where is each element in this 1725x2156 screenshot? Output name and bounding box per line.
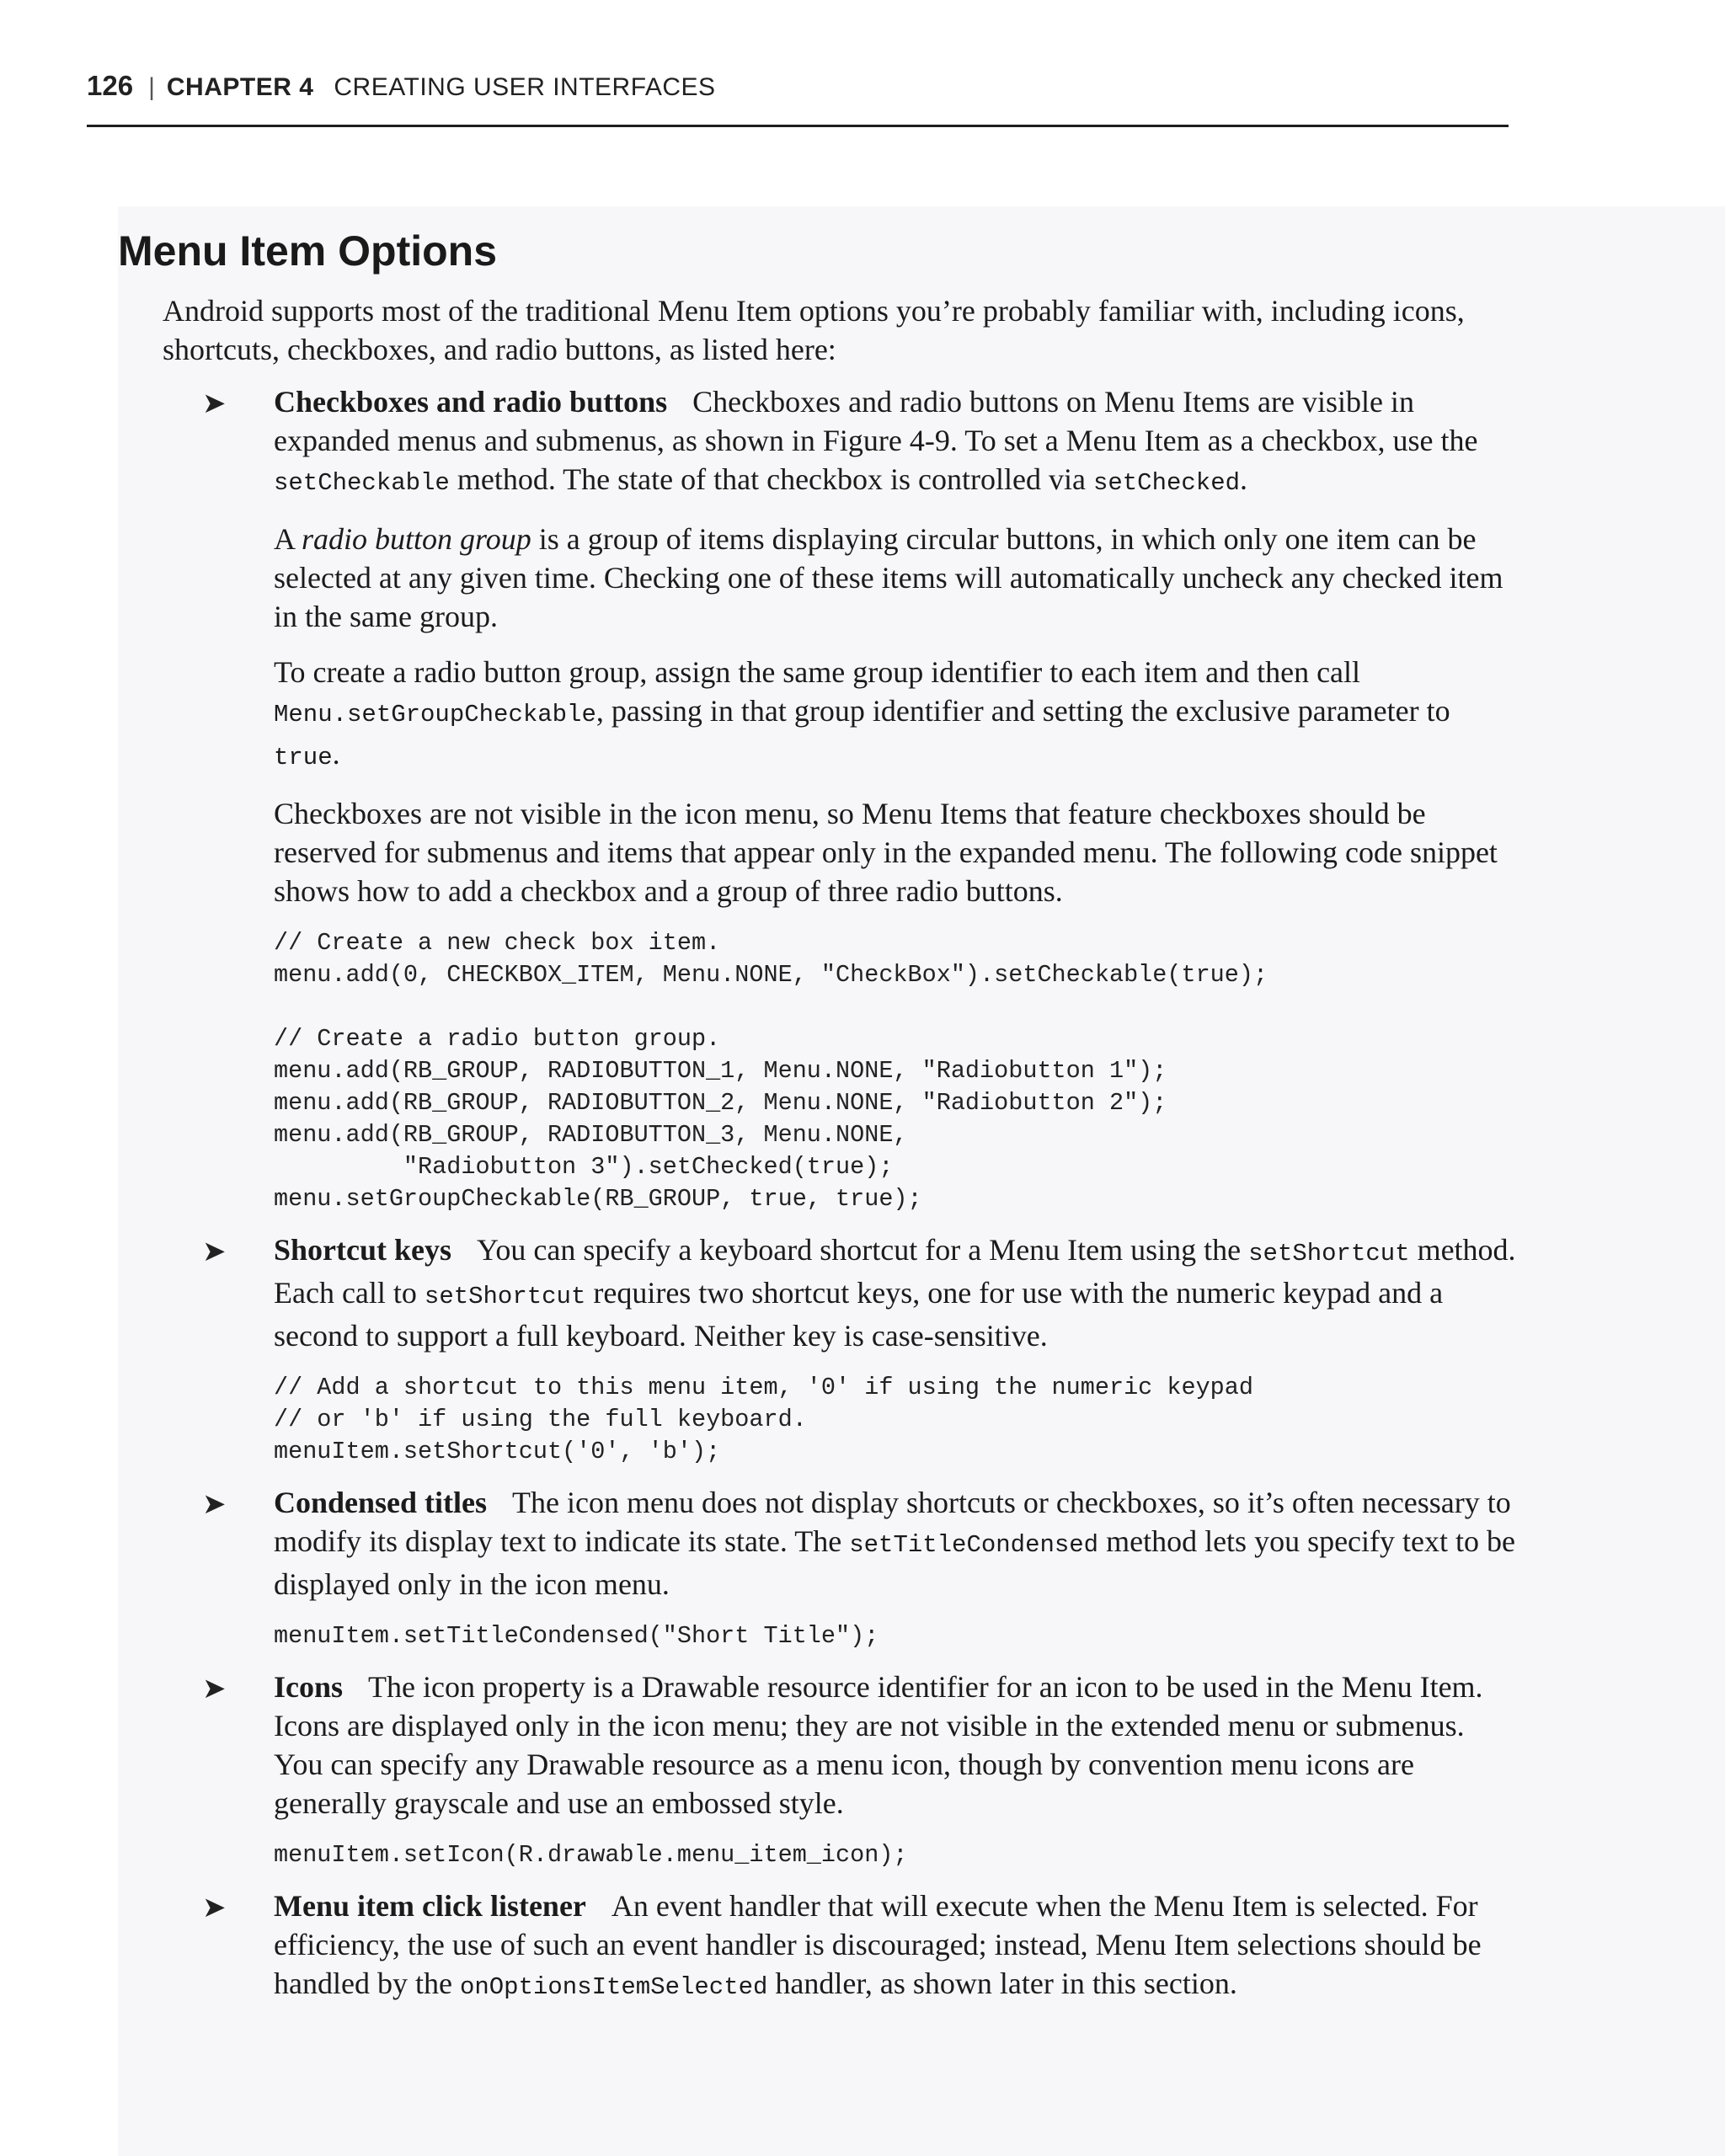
item-lead: Checkboxes and radio buttons (274, 385, 668, 419)
text: , passing in that group identifier and setting the exclusive parameter to (595, 694, 1450, 728)
option-list (118, 382, 1516, 2007)
section-title: Menu Item Options (118, 227, 497, 275)
chapter-label: CHAPTER 4 (166, 73, 314, 101)
page-number: 126 (87, 70, 134, 101)
paragraph (274, 520, 1516, 636)
code-block: menuItem.setIcon(R.drawable.menu_item_icon); (274, 1841, 908, 1869)
item-lead: Condensed titles (274, 1486, 488, 1519)
inline-code: setShortcut (424, 1283, 586, 1310)
inline-code: setTitleCondensed (849, 1531, 1099, 1559)
bullet-arrow-icon: ➤ (202, 1235, 227, 1268)
list-item-click-listener (118, 1886, 1516, 2007)
text: To create a radio button group, assign the same group identifier to each item and then call (274, 655, 1361, 689)
paragraph (274, 1668, 1516, 1822)
header-separator: | (148, 73, 155, 101)
bullet-arrow-icon: ➤ (202, 1672, 227, 1705)
code-block: // Add a shortcut to this menu item, '0' if using the numeric keypad // or 'b' if using the full keyboard. menuItem.setShortcut('0', 'b'); (274, 1374, 1253, 1465)
list-item-checkboxes (118, 382, 1516, 1215)
inline-code: setShortcut (1248, 1240, 1410, 1267)
text: handler, as shown later in this section. (767, 1967, 1237, 2000)
text: An event handler that will execute when the Menu Item is selected. For efficiency, the use of such an event handler is discouraged; instead, Menu Item selections should be handled by the (274, 1889, 1482, 2000)
text: . (1240, 462, 1247, 496)
emphasis: radio button group (302, 522, 531, 556)
text: method lets you specify text to be displayed only in the icon menu. (274, 1524, 1515, 1601)
text: . (332, 737, 340, 771)
text: method. The state of that checkbox is controlled via (449, 462, 1093, 496)
item-lead: Shortcut keys (274, 1233, 452, 1267)
paragraph (274, 1230, 1516, 1355)
list-item-icons (118, 1668, 1516, 1871)
paragraph (274, 382, 1516, 503)
paragraph: Checkboxes are not visible in the icon menu, so Menu Items that feature checkboxes should be reserved for submenus and items that appear only in the expanded menu. The following code snippet shows how to add a checkbox and a group of three radio buttons. (274, 797, 1498, 908)
list-item-shortcut-keys (118, 1230, 1516, 1468)
list-item-condensed-titles (118, 1483, 1516, 1652)
inline-code: true (274, 744, 333, 771)
bullet-arrow-icon: ➤ (202, 1487, 227, 1521)
running-header (87, 66, 1509, 106)
inline-code: Menu.setGroupCheckable (274, 701, 596, 728)
paragraph (274, 1886, 1516, 2007)
code-block: menuItem.setTitleCondensed("Short Title"); (274, 1622, 879, 1650)
intro-paragraph: Android supports most of the traditional Menu Item options you’re probably familiar with, including icons, shortcuts, checkboxes, and radio buttons, as listed here: (163, 294, 1465, 366)
text: is a group of items displaying circular buttons, in which only one item can be selected at any given time. Checking one of these items will automatically uncheck any checked item in the same group. (274, 522, 1503, 633)
text: Checkboxes and radio buttons on Menu Items are visible in expanded menus and submenus, as shown in Figure 4-9. To set a Menu Item as a checkbox, use the (274, 385, 1478, 457)
text: The icon menu does not display shortcuts or checkboxes, so it’s often necessary to modify its display text to indicate its state. The (274, 1486, 1511, 1558)
code-block: // Create a new check box item. menu.add(0, CHECKBOX_ITEM, Menu.NONE, "CheckBox").setCheckable(true); // Create a radio button group. menu.add(RB_GROUP, RADIOBUTTON_1, Menu.NONE, "Radiobutton 1"); menu.add(RB_GROUP, RADIOBUTTON_2, Menu.NONE, "Radiobutton 2"); menu.add(RB_GROUP, RADIOBUTTON_3, Menu.NONE, "Radiobutton 3").setChecked(true); menu.setGroupCheckable(RB_GROUP, true, true); (274, 929, 1268, 1213)
chapter-title: CREATING USER INTERFACES (334, 73, 716, 101)
paragraph (274, 1483, 1516, 1604)
text: You can specify a keyboard shortcut for a Menu Item using the (477, 1233, 1249, 1267)
inline-code: setCheckable (274, 469, 450, 497)
item-lead: Menu item click listener (274, 1889, 586, 1923)
text: requires two shortcut keys, one for use with the numeric keypad and a second to support a full keyboard. Neither key is case-sensitive. (274, 1276, 1444, 1353)
bullet-arrow-icon: ➤ (202, 1891, 227, 1924)
bullet-arrow-icon: ➤ (202, 387, 227, 420)
inline-code: onOptionsItemSelected (459, 1973, 768, 2001)
paragraph (274, 653, 1516, 777)
text: method. Each call to (274, 1233, 1516, 1310)
inline-code: setChecked (1092, 469, 1240, 497)
text: A (274, 522, 302, 556)
header-rule (87, 125, 1509, 127)
page-content (118, 217, 1516, 2024)
text: The icon property is a Drawable resource identifier for an icon to be used in the Menu Item. Icons are displayed only in the icon menu; they are not visible in the extended menu or submenus. You can specify any Drawable resource as a menu icon, though by convention menu icons are generally grayscale and use an embossed style. (274, 1670, 1483, 1820)
item-lead: Icons (274, 1670, 344, 1704)
